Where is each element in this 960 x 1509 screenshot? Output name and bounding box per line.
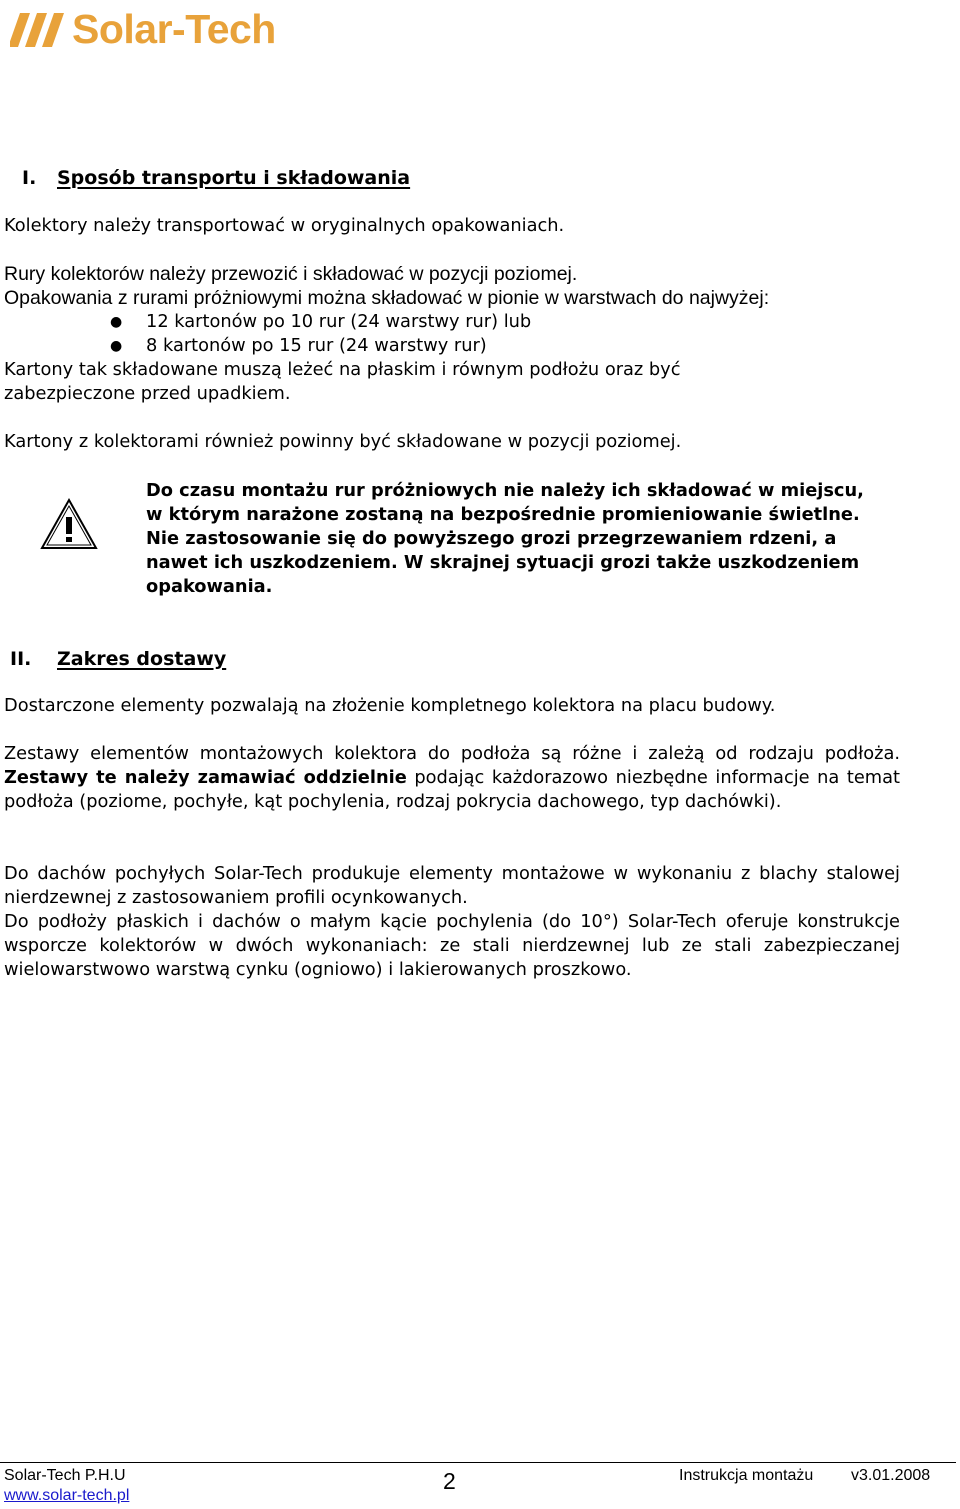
paragraph: zabezpieczone przed upadkiem. — [4, 383, 291, 404]
section-heading-transport — [22, 166, 410, 190]
footer-divider — [0, 1462, 956, 1463]
bullet-icon: ● — [110, 314, 123, 330]
logo-text: Solar-Tech — [72, 5, 276, 52]
section-title: Sposób transportu i składowania — [57, 167, 411, 189]
footer-website[interactable] — [4, 1486, 129, 1505]
paragraph-ordering: Zestawy elementów montażowych kolektora do podłoża są różne i zależą od rodzaju podłoża. Zestawy te należy zamawiać oddzielnie podając każdorazowo niezbędne informacje na temat podłoża (poziome, pochyłe, kąt pochylenia, rodzaj pokrycia dachowego, typ dachówki). — [4, 743, 900, 812]
footer-version: v3.01.2008 — [851, 1467, 931, 1484]
paragraph: Do dachów pochyłych Solar-Tech produkuje elementy montażowe w wykonaniu z blachy stalowej nierdzewnej z zastosowaniem profili ocynkowanych. — [4, 863, 900, 908]
paragraph: Kartony tak składowane muszą leżeć na płaskim i równym podłożu oraz być — [4, 359, 681, 380]
logo-stripes-icon — [10, 9, 68, 49]
emphasis: Zestawy te należy zamawiać oddzielnie — [4, 767, 407, 788]
paragraph: Kolektory należy transportować w oryginalnych opakowaniach. — [4, 215, 565, 236]
warning-triangle-icon — [39, 497, 99, 551]
page-number: 2 — [443, 1468, 456, 1494]
footer-company: Solar-Tech P.H.U — [4, 1467, 126, 1484]
paragraph: Opakowania z rurami próżniowymi można składować w pionie w warstwach do najwyżej: — [4, 287, 770, 309]
footer-doc-title: Instrukcja montażu — [679, 1467, 814, 1484]
section-title: Zakres dostawy — [57, 648, 227, 670]
warning-text: Do czasu montażu rur próżniowych nie należy ich składować w miejscu, w którym narażone zostaną na bezpośrednie promieniowanie świetlne. Nie zastosowanie się do powyższego grozi przegrzewaniem rdzeni, a nawet ich uszkodzeniem. W skrajnej sytuacji grozi także uszkodzeniem opakowania. — [146, 480, 864, 597]
paragraph: Do podłoży płaskich i dachów o małym kącie pochylenia (do 10°) Solar-Tech oferuje konstrukcje wsporcze kolektorów w dwóch wykonaniach: ze stali nierdzewnej lub ze stali zabezpieczanej wielowarstwowo warstwą cynku (ogniowo) i lakierowanych proszkowo. — [4, 911, 900, 980]
paragraph: Kartony z kolektorami również powinny być składowane w pozycji poziomej. — [4, 431, 682, 452]
list-item: ● 8 kartonów po 15 rur (24 warstwy rur) — [110, 335, 487, 356]
paragraph: Rury kolektorów należy przewozić i składować w pozycji poziomej. — [4, 263, 578, 285]
website-link[interactable]: www.solar-tech.pl — [4, 1487, 130, 1504]
section-number: I. — [22, 167, 37, 189]
section-number: II. — [10, 648, 32, 670]
list-item: ● 12 kartonów po 10 rur (24 warstwy rur) lub — [110, 311, 532, 332]
section-heading-delivery — [10, 647, 226, 671]
bullet-icon: ● — [110, 338, 123, 354]
company-logo — [10, 6, 276, 52]
paragraph: Dostarczone elementy pozwalają na złożenie kompletnego kolektora na placu budowy. — [4, 695, 776, 716]
